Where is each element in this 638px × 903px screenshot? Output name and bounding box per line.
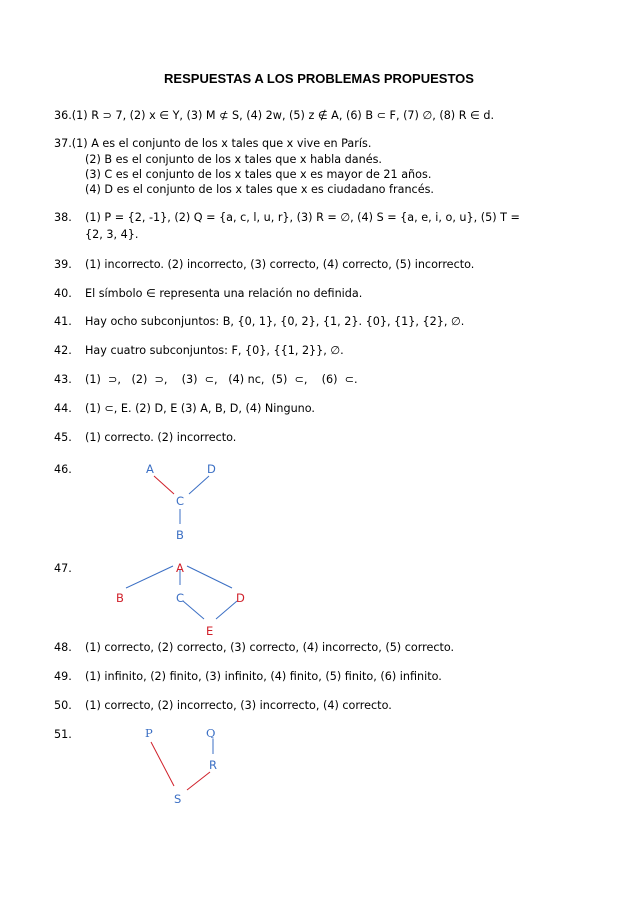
node-a: A xyxy=(146,462,154,476)
answer-46-number: 46. xyxy=(54,463,72,476)
answer-38-text: (1) P = {2, -1}, (2) Q = {a, c, l, u, r}, (3) R = ∅, (4) S = {a, e, i, o, u}, (5) T = xyxy=(85,211,520,224)
node-s: S xyxy=(174,792,182,806)
answer-41-number: 41. xyxy=(54,315,72,328)
answer-48-number: 48. xyxy=(54,641,72,654)
edge-a-d xyxy=(187,566,232,588)
answer-43-text: (1) ⊃, (2) ⊃, (3) ⊂, (4) nc, (5) ⊂, (6) ⊂. xyxy=(85,373,358,386)
answer-41-text: Hay ocho subconjuntos: B, {0, 1}, {0, 2}, {1, 2}. {0}, {1}, {2}, ∅. xyxy=(85,315,465,328)
diagram-51 xyxy=(135,722,245,812)
answer-49-text: (1) infinito, (2) finito, (3) infinito, (4) finito, (5) finito, (6) infinito. xyxy=(85,670,442,683)
answer-48-text: (1) correcto, (2) correcto, (3) correcto, (4) incorrecto, (5) correcto. xyxy=(85,641,455,654)
node-c: C xyxy=(176,591,185,605)
answer-45-number: 45. xyxy=(54,431,72,444)
answer-37-line-1: 37.(1) A es el conjunto de los x tales que x vive en París. xyxy=(54,137,372,150)
answer-44-text: (1) ⊂, E. (2) D, E (3) A, B, D, (4) Ninguno. xyxy=(85,402,315,415)
answer-49-number: 49. xyxy=(54,670,72,683)
edge-c-e xyxy=(183,601,204,619)
edge-r-s xyxy=(187,772,210,790)
edge-d-e xyxy=(216,601,237,619)
answer-42-number: 42. xyxy=(54,344,72,357)
diagram-47 xyxy=(110,558,260,638)
node-c: C xyxy=(176,494,185,508)
answer-40-number: 40. xyxy=(54,287,72,300)
node-b: B xyxy=(116,591,124,605)
answer-37-line-3: (3) C es el conjunto de los x tales que x es mayor de 21 años. xyxy=(85,168,432,181)
page-title: RESPUESTAS A LOS PROBLEMAS PROPUESTOS xyxy=(164,71,474,86)
answer-40-text: El símbolo ∈ representa una relación no definida. xyxy=(85,287,363,300)
answer-50-number: 50. xyxy=(54,699,72,712)
answer-43-number: 43. xyxy=(54,373,72,386)
answer-38-continuation: {2, 3, 4}. xyxy=(85,228,139,241)
answer-42-text: Hay cuatro subconjuntos: F, {0}, {{1, 2}}, ∅. xyxy=(85,344,344,357)
answer-39-number: 39. xyxy=(54,258,72,271)
answer-37-line-2: (2) B es el conjunto de los x tales que x habla danés. xyxy=(85,153,382,166)
node-q: Q xyxy=(206,726,216,740)
answer-44-number: 44. xyxy=(54,402,72,415)
diagram-46 xyxy=(130,458,240,548)
node-r: R xyxy=(209,758,217,772)
answer-36: 36.(1) R ⊃ 7, (2) x ∈ Y, (3) M ⊄ S, (4) 2w, (5) z ∉ A, (6) B ⊂ F, (7) ∅, (8) R ∈ d. xyxy=(54,109,495,122)
answer-38-number: 38. xyxy=(54,211,72,224)
edge-a-c xyxy=(154,476,174,494)
node-b: B xyxy=(176,528,184,542)
answer-45-text: (1) correcto. (2) incorrecto. xyxy=(85,431,237,444)
answer-37-line-4: (4) D es el conjunto de los x tales que x es ciudadano francés. xyxy=(85,183,434,196)
node-d: D xyxy=(236,591,245,605)
node-p: P xyxy=(145,726,153,740)
edge-a-b xyxy=(126,566,173,588)
node-a: A xyxy=(176,561,184,575)
answer-47-number: 47. xyxy=(54,562,72,575)
edge-p-s xyxy=(151,742,174,786)
node-d: D xyxy=(207,462,216,476)
answer-51-number: 51. xyxy=(54,728,72,741)
answer-50-text: (1) correcto, (2) incorrecto, (3) incorrecto, (4) correcto. xyxy=(85,699,392,712)
answer-39-text: (1) incorrecto. (2) incorrecto, (3) correcto, (4) correcto, (5) incorrecto. xyxy=(85,258,475,271)
node-e: E xyxy=(206,624,214,638)
edge-d-c xyxy=(189,476,209,494)
